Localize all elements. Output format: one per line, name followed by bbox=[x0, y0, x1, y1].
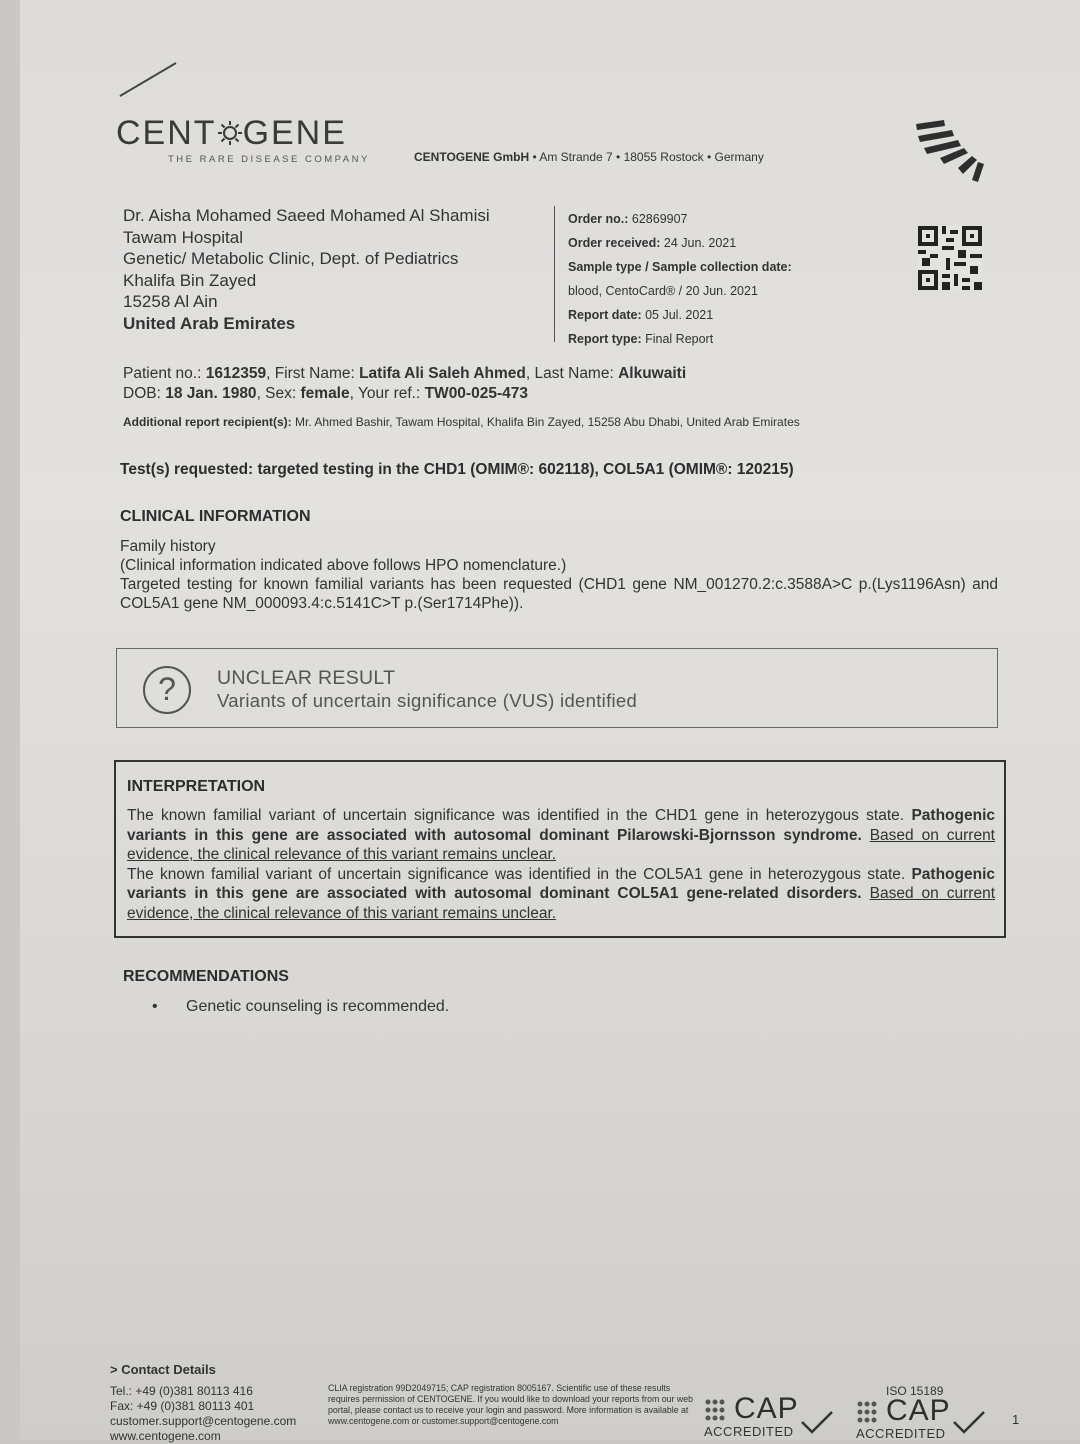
divider bbox=[554, 206, 555, 342]
contact-web: www.centogene.com bbox=[110, 1429, 221, 1443]
checkmark-icon bbox=[952, 1410, 986, 1434]
clia-notice: CLIA registration 99D2049715; CAP registration 8005167. Scientific use of these results requires permission of CENTOGENE. If you would like to download your reports from our web portal, please contact us to receive your login and password. More information is available at www.centogene.com or customer.support@centogene.com bbox=[328, 1383, 694, 1426]
address-line: Dr. Aisha Mohamed Saeed Mohamed Al Shamisi bbox=[123, 206, 490, 225]
sample-type-value: blood, CentoCard® / 20 Jun. 2021 bbox=[568, 284, 758, 298]
address-country: United Arab Emirates bbox=[123, 313, 296, 333]
patient-info bbox=[123, 364, 686, 404]
order-received: Order received: 24 Jun. 2021 bbox=[568, 236, 737, 250]
result-title: UNCLEAR RESULT bbox=[217, 667, 396, 689]
page-number: 1 bbox=[1012, 1412, 1020, 1427]
interpretation-paragraph: The known familial variant of uncertain significance was identified in the CHD1 gene in heterozygous state. Pathogenic variants in this gene are associated with autosomal dominant Pilarowski-Bjornsson syndrome. Based on current evidence, the clinical relevance of this variant remains unclear. bbox=[127, 807, 995, 863]
interpretation-body bbox=[127, 806, 995, 923]
address-line: Genetic/ Metabolic Clinic, Dept. of Pediatrics bbox=[123, 249, 459, 268]
recommendation-item: • Genetic counseling is recommended. bbox=[152, 998, 450, 1015]
interpretation-box bbox=[114, 760, 1006, 938]
bullet-icon: • bbox=[152, 998, 158, 1015]
patient-dob-line: DOB: 18 Jan. 1980, Sex: female, Your ref.: TW00-025-473 bbox=[123, 385, 528, 402]
iso-cap-accredited-badge: ISO 15189 CAP ACCREDITED bbox=[856, 1384, 988, 1440]
cap-dots-icon bbox=[856, 1400, 882, 1424]
interpretation-paragraph: The known familial variant of uncertain significance was identified in the COL5A1 gene in heterozygous state. Pathogenic variants in this gene are associated with autosomal dominant COL5A1 gene-related disorders. Based on current evidence, the clinical relevance of this variant remains unclear. bbox=[127, 865, 995, 922]
contact-fax: Fax: +49 (0)381 80113 401 bbox=[110, 1399, 255, 1413]
report-date: Report date: 05 Jul. 2021 bbox=[568, 308, 714, 322]
contact-email: customer.support@centogene.com bbox=[110, 1414, 297, 1428]
centogene-logo: CENT GENE THE RARE DISEASE COMPANY bbox=[116, 114, 370, 165]
clinical-information-heading: CLINICAL INFORMATION bbox=[120, 508, 311, 525]
checkmark-icon bbox=[800, 1410, 834, 1434]
address-line: Tawam Hospital bbox=[123, 227, 243, 247]
recipient-address bbox=[123, 205, 490, 334]
additional-recipients: Additional report recipient(s): Mr. Ahmed Bashir, Tawam Hospital, Khalifa Bin Zayed, 15258 Abu Dhabi, United Arab Emirates bbox=[123, 415, 800, 429]
logo-tagline: THE RARE DISEASE COMPANY bbox=[168, 154, 370, 165]
cap-accredited-badge: CAP ACCREDITED bbox=[704, 1384, 836, 1440]
order-number: Order no.: 62869907 bbox=[568, 212, 688, 226]
contact-details bbox=[110, 1384, 296, 1444]
sun-logo-icon bbox=[217, 120, 243, 146]
clinical-information-body: Family history (Clinical information indicated above follows HPO nomenclature.) Targeted testing for known familial variants has been requested (CHD1 gene NM_001270.2:c.3588A>C p.(Lys1196Asn) and COL5A1 gene NM_000093.4:c.5141C>T p.(Ser1714Phe)). bbox=[120, 538, 998, 612]
contact-heading: > Contact Details bbox=[110, 1362, 216, 1377]
company-address: CENTOGENE GmbH • Am Strande 7 • 18055 Rostock • Germany bbox=[414, 150, 764, 164]
pen-mark bbox=[118, 60, 180, 100]
cap-dots-icon bbox=[704, 1398, 730, 1422]
result-subtitle: Variants of uncertain significance (VUS) identified bbox=[217, 690, 638, 711]
tests-requested: Test(s) requested: targeted testing in the CHD1 (OMIM®: 602118), COL5A1 (OMIM®: 120215) bbox=[120, 461, 794, 478]
interpretation-heading: INTERPRETATION bbox=[127, 778, 266, 795]
rays-logo-icon bbox=[914, 118, 984, 184]
patient-name-line: Patient no.: 1612359, First Name: Latifa Ali Saleh Ahmed, Last Name: Alkuwaiti bbox=[123, 365, 687, 382]
result-box bbox=[116, 648, 998, 728]
order-details bbox=[568, 207, 792, 351]
address-line: 15258 Al Ain bbox=[123, 292, 218, 311]
sample-type-label: Sample type / Sample collection date: bbox=[568, 260, 792, 274]
qr-code-icon bbox=[918, 226, 982, 290]
report-type: Report type: Final Report bbox=[568, 332, 714, 346]
contact-tel: Tel.: +49 (0)381 80113 416 bbox=[110, 1384, 253, 1398]
address-line: Khalifa Bin Zayed bbox=[123, 270, 257, 290]
recommendations-heading: RECOMMENDATIONS bbox=[123, 968, 289, 985]
question-icon: ? bbox=[143, 666, 191, 714]
